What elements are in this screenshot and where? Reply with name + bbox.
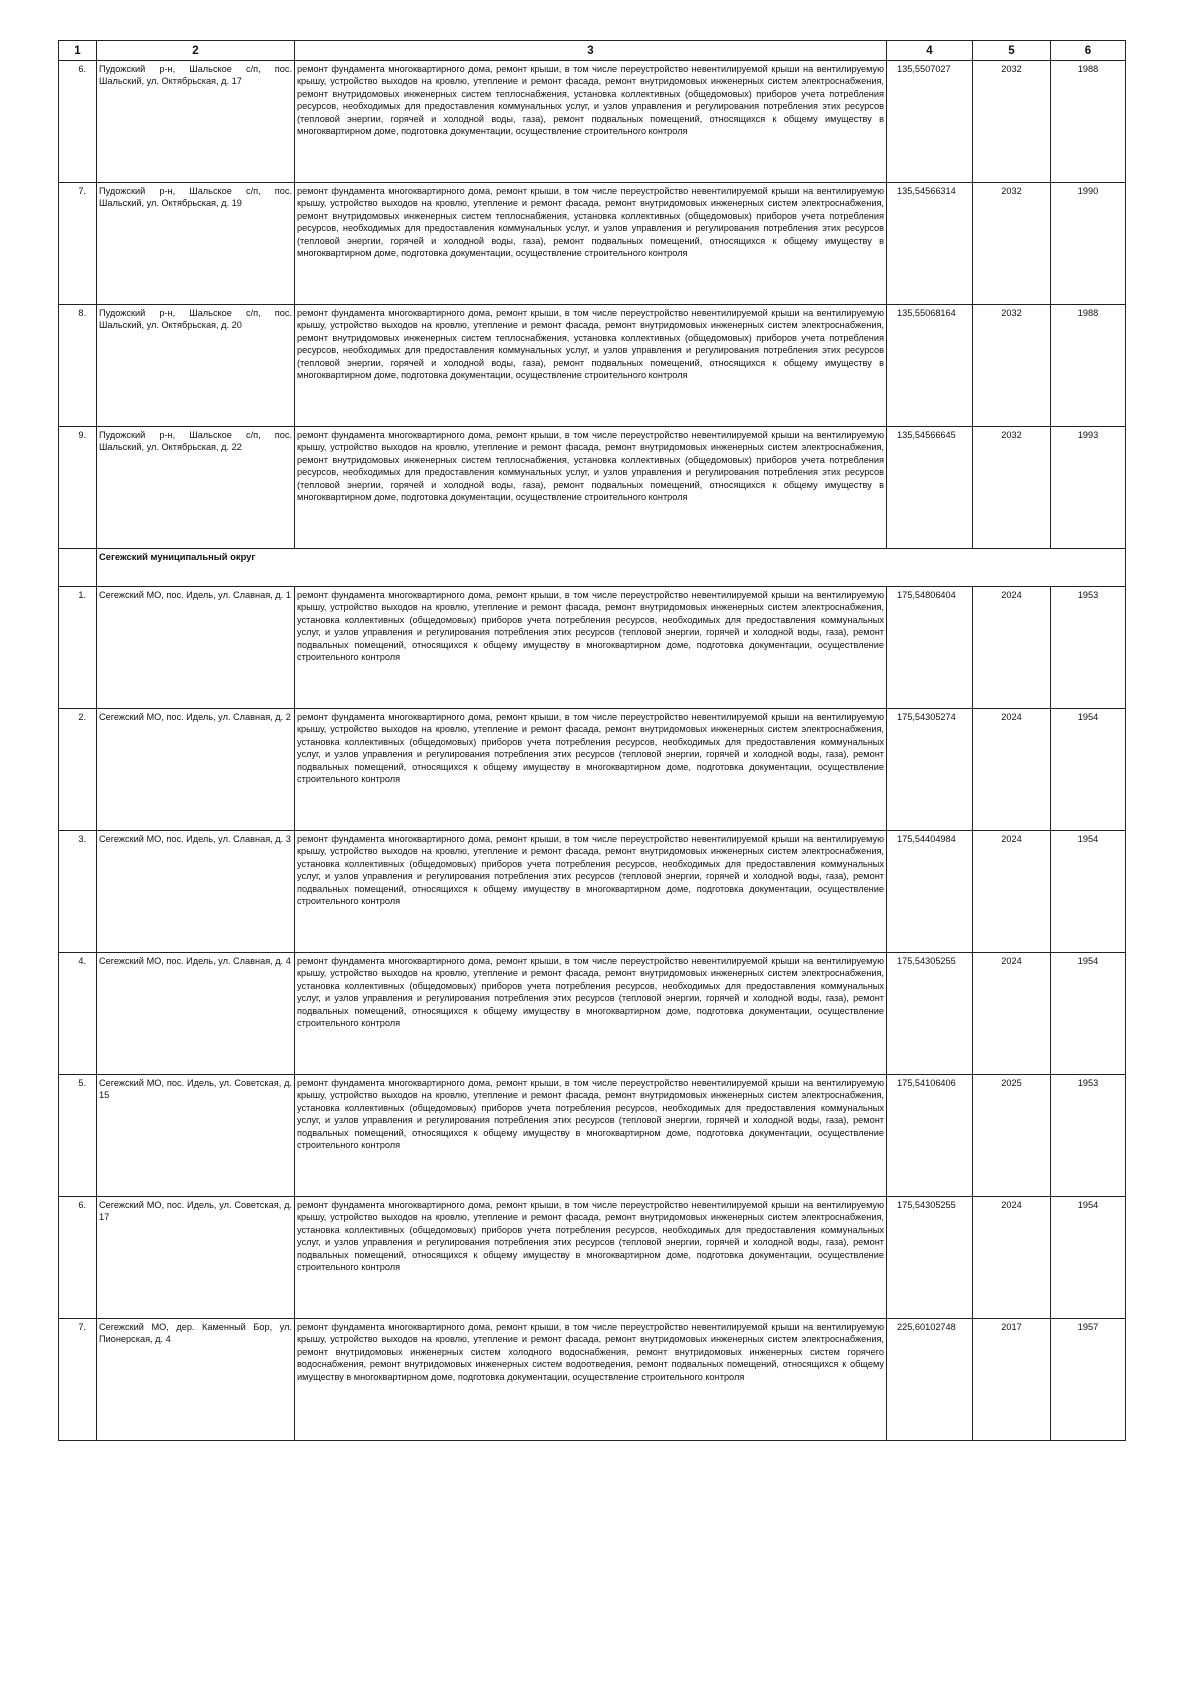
construction-year: 1954 — [1051, 709, 1126, 831]
table-body — [59, 61, 1126, 1441]
repair-works-description: ремонт фундамента многоквартирного дома, ремонт крыши, в том числе переустройство невентилируемой крыши на вентилируемую крышу, устройство выходов на кровлю, утепление и ремонт фасада, ремонт внутридомовых инженерных систем электроснабжения, ремонт внутридомовых инженерных систем теплоснабжения, установка коллективных (общедомовых) приборов учета потребления ресурсов, необходимых для предоставления коммунальных услуг, и узлов управления и регулирования потребления этих ресурсов (тепловой энергии, горячей и холодной воды, газа), ремонт подвальных помещений, относящихся к общему имуществу в многоквартирном доме, подготовка документации, осуществление строительного контроля — [295, 305, 887, 427]
column-header-5: 5 — [973, 41, 1051, 61]
construction-year: 1957 — [1051, 1319, 1126, 1441]
repair-works-description: ремонт фундамента многоквартирного дома, ремонт крыши, в том числе переустройство невентилируемой крыши на вентилируемую крышу, устройство выходов на кровлю, утепление и ремонт фасада, ремонт внутридомовых инженерных систем электроснабжения, ремонт внутридомовых инженерных систем теплоснабжения, установка коллективных (общедомовых) приборов учета потребления ресурсов, необходимых для предоставления коммунальных услуг, и узлов управления и регулирования потребления этих ресурсов (тепловой энергии, горячей и холодной воды, газа), ремонт подвальных помещений, относящихся к общему имуществу в многоквартирном доме, подготовка документации, осуществление строительного контроля — [295, 427, 887, 549]
cost-value: 175,54305255 — [887, 953, 973, 1075]
repair-works-description: ремонт фундамента многоквартирного дома, ремонт крыши, в том числе переустройство невентилируемой крыши на вентилируемую крышу, устройство выходов на кровлю, утепление и ремонт фасада, ремонт внутридомовых инженерных систем электроснабжения, установка коллективных (общедомовых) приборов учета потребления ресурсов, необходимых для предоставления коммунальных услуг, и узлов управления и регулирования потребления этих ресурсов (тепловой энергии, горячей и холодной воды, газа), ремонт подвальных помещений, относящихся к общему имуществу в многоквартирном доме, подготовка документации, осуществление строительного контроля — [295, 953, 887, 1075]
construction-year: 1954 — [1051, 1197, 1126, 1319]
column-header-4: 4 — [887, 41, 973, 61]
cost-value: 175,54806404 — [887, 587, 973, 709]
row-number: 8. — [59, 305, 97, 427]
table-row — [59, 1075, 1126, 1197]
repair-works-description: ремонт фундамента многоквартирного дома, ремонт крыши, в том числе переустройство невентилируемой крыши на вентилируемую крышу, устройство выходов на кровлю, утепление и ремонт фасада, ремонт внутридомовых инженерных систем электроснабжения, установка коллективных (общедомовых) приборов учета потребления ресурсов, необходимых для предоставления коммунальных услуг, и узлов управления и регулирования потребления этих ресурсов (тепловой энергии, горячей и холодной воды, газа), ремонт подвальных помещений, относящихся к общему имуществу в многоквартирном доме, подготовка документации, осуществление строительного контроля — [295, 831, 887, 953]
row-number: 6. — [59, 61, 97, 183]
repair-works-description: ремонт фундамента многоквартирного дома, ремонт крыши, в том числе переустройство невентилируемой крыши на вентилируемую крышу, устройство выходов на кровлю, утепление и ремонт фасада, ремонт внутридомовых инженерных систем электроснабжения, ремонт внутридомовых инженерных систем теплоснабжения, установка коллективных (общедомовых) приборов учета потребления ресурсов, необходимых для предоставления коммунальных услуг, и узлов управления и регулирования потребления этих ресурсов (тепловой энергии, горячей и холодной воды, газа), ремонт подвальных помещений, относящихся к общему имуществу в многоквартирном доме, подготовка документации, осуществление строительного контроля — [295, 61, 887, 183]
construction-year: 1954 — [1051, 953, 1126, 1075]
building-address: Сегежский МО, пос. Идель, ул. Советская, д. 15 — [97, 1075, 295, 1197]
cost-value: 135,54566645 — [887, 427, 973, 549]
table-row — [59, 953, 1126, 1075]
building-address: Сегежский МО, пос. Идель, ул. Славная, д. 1 — [97, 587, 295, 709]
table-row — [59, 61, 1126, 183]
construction-year: 1990 — [1051, 183, 1126, 305]
planned-year: 2032 — [973, 427, 1051, 549]
row-number: 2. — [59, 709, 97, 831]
repair-works-description: ремонт фундамента многоквартирного дома, ремонт крыши, в том числе переустройство невентилируемой крыши на вентилируемую крышу, устройство выходов на кровлю, утепление и ремонт фасада, ремонт внутридомовых инженерных систем электроснабжения, установка коллективных (общедомовых) приборов учета потребления ресурсов, необходимых для предоставления коммунальных услуг, и узлов управления и регулирования потребления этих ресурсов (тепловой энергии, горячей и холодной воды, газа), ремонт подвальных помещений, относящихся к общему имуществу в многоквартирном доме, подготовка документации, осуществление строительного контроля — [295, 587, 887, 709]
construction-year: 1953 — [1051, 587, 1126, 709]
document-page — [58, 40, 1125, 1441]
planned-year: 2025 — [973, 1075, 1051, 1197]
row-number: 5. — [59, 1075, 97, 1197]
planned-year: 2032 — [973, 61, 1051, 183]
repair-schedule-table — [58, 40, 1126, 1441]
building-address: Пудожский р-н, Шальское с/п, пос. Шальский, ул. Октябрьская, д. 19 — [97, 183, 295, 305]
row-number: 7. — [59, 183, 97, 305]
row-number: 6. — [59, 1197, 97, 1319]
construction-year: 1953 — [1051, 1075, 1126, 1197]
construction-year: 1988 — [1051, 61, 1126, 183]
cost-value: 175,54404984 — [887, 831, 973, 953]
column-header-3: 3 — [295, 41, 887, 61]
repair-works-description: ремонт фундамента многоквартирного дома, ремонт крыши, в том числе переустройство невентилируемой крыши на вентилируемую крышу, устройство выходов на кровлю, утепление и ремонт фасада, ремонт внутридомовых инженерных систем электроснабжения, установка коллективных (общедомовых) приборов учета потребления ресурсов, необходимых для предоставления коммунальных услуг, и узлов управления и регулирования потребления этих ресурсов (тепловой энергии, горячей и холодной воды, газа), ремонт подвальных помещений, относящихся к общему имуществу в многоквартирном доме, подготовка документации, осуществление строительного контроля — [295, 1197, 887, 1319]
column-header-row — [59, 41, 1126, 61]
table-row — [59, 305, 1126, 427]
planned-year: 2017 — [973, 1319, 1051, 1441]
table-row — [59, 183, 1126, 305]
planned-year: 2024 — [973, 953, 1051, 1075]
cost-value: 225,60102748 — [887, 1319, 973, 1441]
cost-value: 175,54305255 — [887, 1197, 973, 1319]
cost-value: 135,5507027 — [887, 61, 973, 183]
cost-value: 175,54305274 — [887, 709, 973, 831]
building-address: Пудожский р-н, Шальское с/п, пос. Шальский, ул. Октябрьская, д. 17 — [97, 61, 295, 183]
building-address: Сегежский МО, дер. Каменный Бор, ул. Пионерская, д. 4 — [97, 1319, 295, 1441]
construction-year: 1988 — [1051, 305, 1126, 427]
column-header-1: 1 — [59, 41, 97, 61]
building-address: Сегежский МО, пос. Идель, ул. Славная, д. 2 — [97, 709, 295, 831]
section-spacer-cell — [59, 549, 97, 587]
row-number: 9. — [59, 427, 97, 549]
repair-works-description: ремонт фундамента многоквартирного дома, ремонт крыши, в том числе переустройство невентилируемой крыши на вентилируемую крышу, устройство выходов на кровлю, утепление и ремонт фасада, ремонт внутридомовых инженерных систем электроснабжения, установка коллективных (общедомовых) приборов учета потребления ресурсов, необходимых для предоставления коммунальных услуг, и узлов управления и регулирования потребления этих ресурсов (тепловой энергии, горячей и холодной воды, газа), ремонт подвальных помещений, относящихся к общему имуществу в многоквартирном доме, подготовка документации, осуществление строительного контроля — [295, 1075, 887, 1197]
cost-value: 175,54106406 — [887, 1075, 973, 1197]
planned-year: 2032 — [973, 305, 1051, 427]
construction-year: 1954 — [1051, 831, 1126, 953]
building-address: Сегежский МО, пос. Идель, ул. Советская, д. 17 — [97, 1197, 295, 1319]
row-number: 7. — [59, 1319, 97, 1441]
planned-year: 2024 — [973, 1197, 1051, 1319]
section-row — [59, 549, 1126, 587]
section-title: Сегежский муниципальный округ — [97, 549, 1126, 587]
planned-year: 2024 — [973, 709, 1051, 831]
table-row — [59, 1319, 1126, 1441]
construction-year: 1993 — [1051, 427, 1126, 549]
table-row — [59, 1197, 1126, 1319]
table-row — [59, 709, 1126, 831]
column-header-2: 2 — [97, 41, 295, 61]
planned-year: 2024 — [973, 587, 1051, 709]
table-row — [59, 831, 1126, 953]
row-number: 1. — [59, 587, 97, 709]
repair-works-description: ремонт фундамента многоквартирного дома, ремонт крыши, в том числе переустройство невентилируемой крыши на вентилируемую крышу, устройство выходов на кровлю, утепление и ремонт фасада, ремонт внутридомовых инженерных систем электроснабжения, ремонт внутридомовых инженерных систем теплоснабжения, установка коллективных (общедомовых) приборов учета потребления ресурсов, необходимых для предоставления коммунальных услуг, и узлов управления и регулирования потребления этих ресурсов (тепловой энергии, горячей и холодной воды, газа), ремонт подвальных помещений, относящихся к общему имуществу в многоквартирном доме, подготовка документации, осуществление строительного контроля — [295, 183, 887, 305]
table-row — [59, 587, 1126, 709]
building-address: Пудожский р-н, Шальское с/п, пос. Шальский, ул. Октябрьская, д. 20 — [97, 305, 295, 427]
row-number: 4. — [59, 953, 97, 1075]
repair-works-description: ремонт фундамента многоквартирного дома, ремонт крыши, в том числе переустройство невентилируемой крыши на вентилируемую крышу, устройство выходов на кровлю, утепление и ремонт фасада, ремонт внутридомовых инженерных систем электроснабжения, ремонт внутридомовых инженерных систем холодного водоснабжения, ремонт внутридомовых инженерных систем горячего водоснабжения, ремонт внутридомовых инженерных систем водоотведения, ремонт подвальных помещений, относящихся к общему имуществу в многоквартирном доме, подготовка документации, осуществление строительного контроля — [295, 1319, 887, 1441]
cost-value: 135,54566314 — [887, 183, 973, 305]
building-address: Сегежский МО, пос. Идель, ул. Славная, д. 3 — [97, 831, 295, 953]
building-address: Пудожский р-н, Шальское с/п, пос. Шальский, ул. Октябрьская, д. 22 — [97, 427, 295, 549]
table-row — [59, 427, 1126, 549]
column-header-6: 6 — [1051, 41, 1126, 61]
repair-works-description: ремонт фундамента многоквартирного дома, ремонт крыши, в том числе переустройство невентилируемой крыши на вентилируемую крышу, устройство выходов на кровлю, утепление и ремонт фасада, ремонт внутридомовых инженерных систем электроснабжения, установка коллективных (общедомовых) приборов учета потребления ресурсов, необходимых для предоставления коммунальных услуг, и узлов управления и регулирования потребления этих ресурсов (тепловой энергии, горячей и холодной воды, газа), ремонт подвальных помещений, относящихся к общему имуществу в многоквартирном доме, подготовка документации, осуществление строительного контроля — [295, 709, 887, 831]
planned-year: 2032 — [973, 183, 1051, 305]
row-number: 3. — [59, 831, 97, 953]
planned-year: 2024 — [973, 831, 1051, 953]
cost-value: 135,55068164 — [887, 305, 973, 427]
building-address: Сегежский МО, пос. Идель, ул. Славная, д. 4 — [97, 953, 295, 1075]
